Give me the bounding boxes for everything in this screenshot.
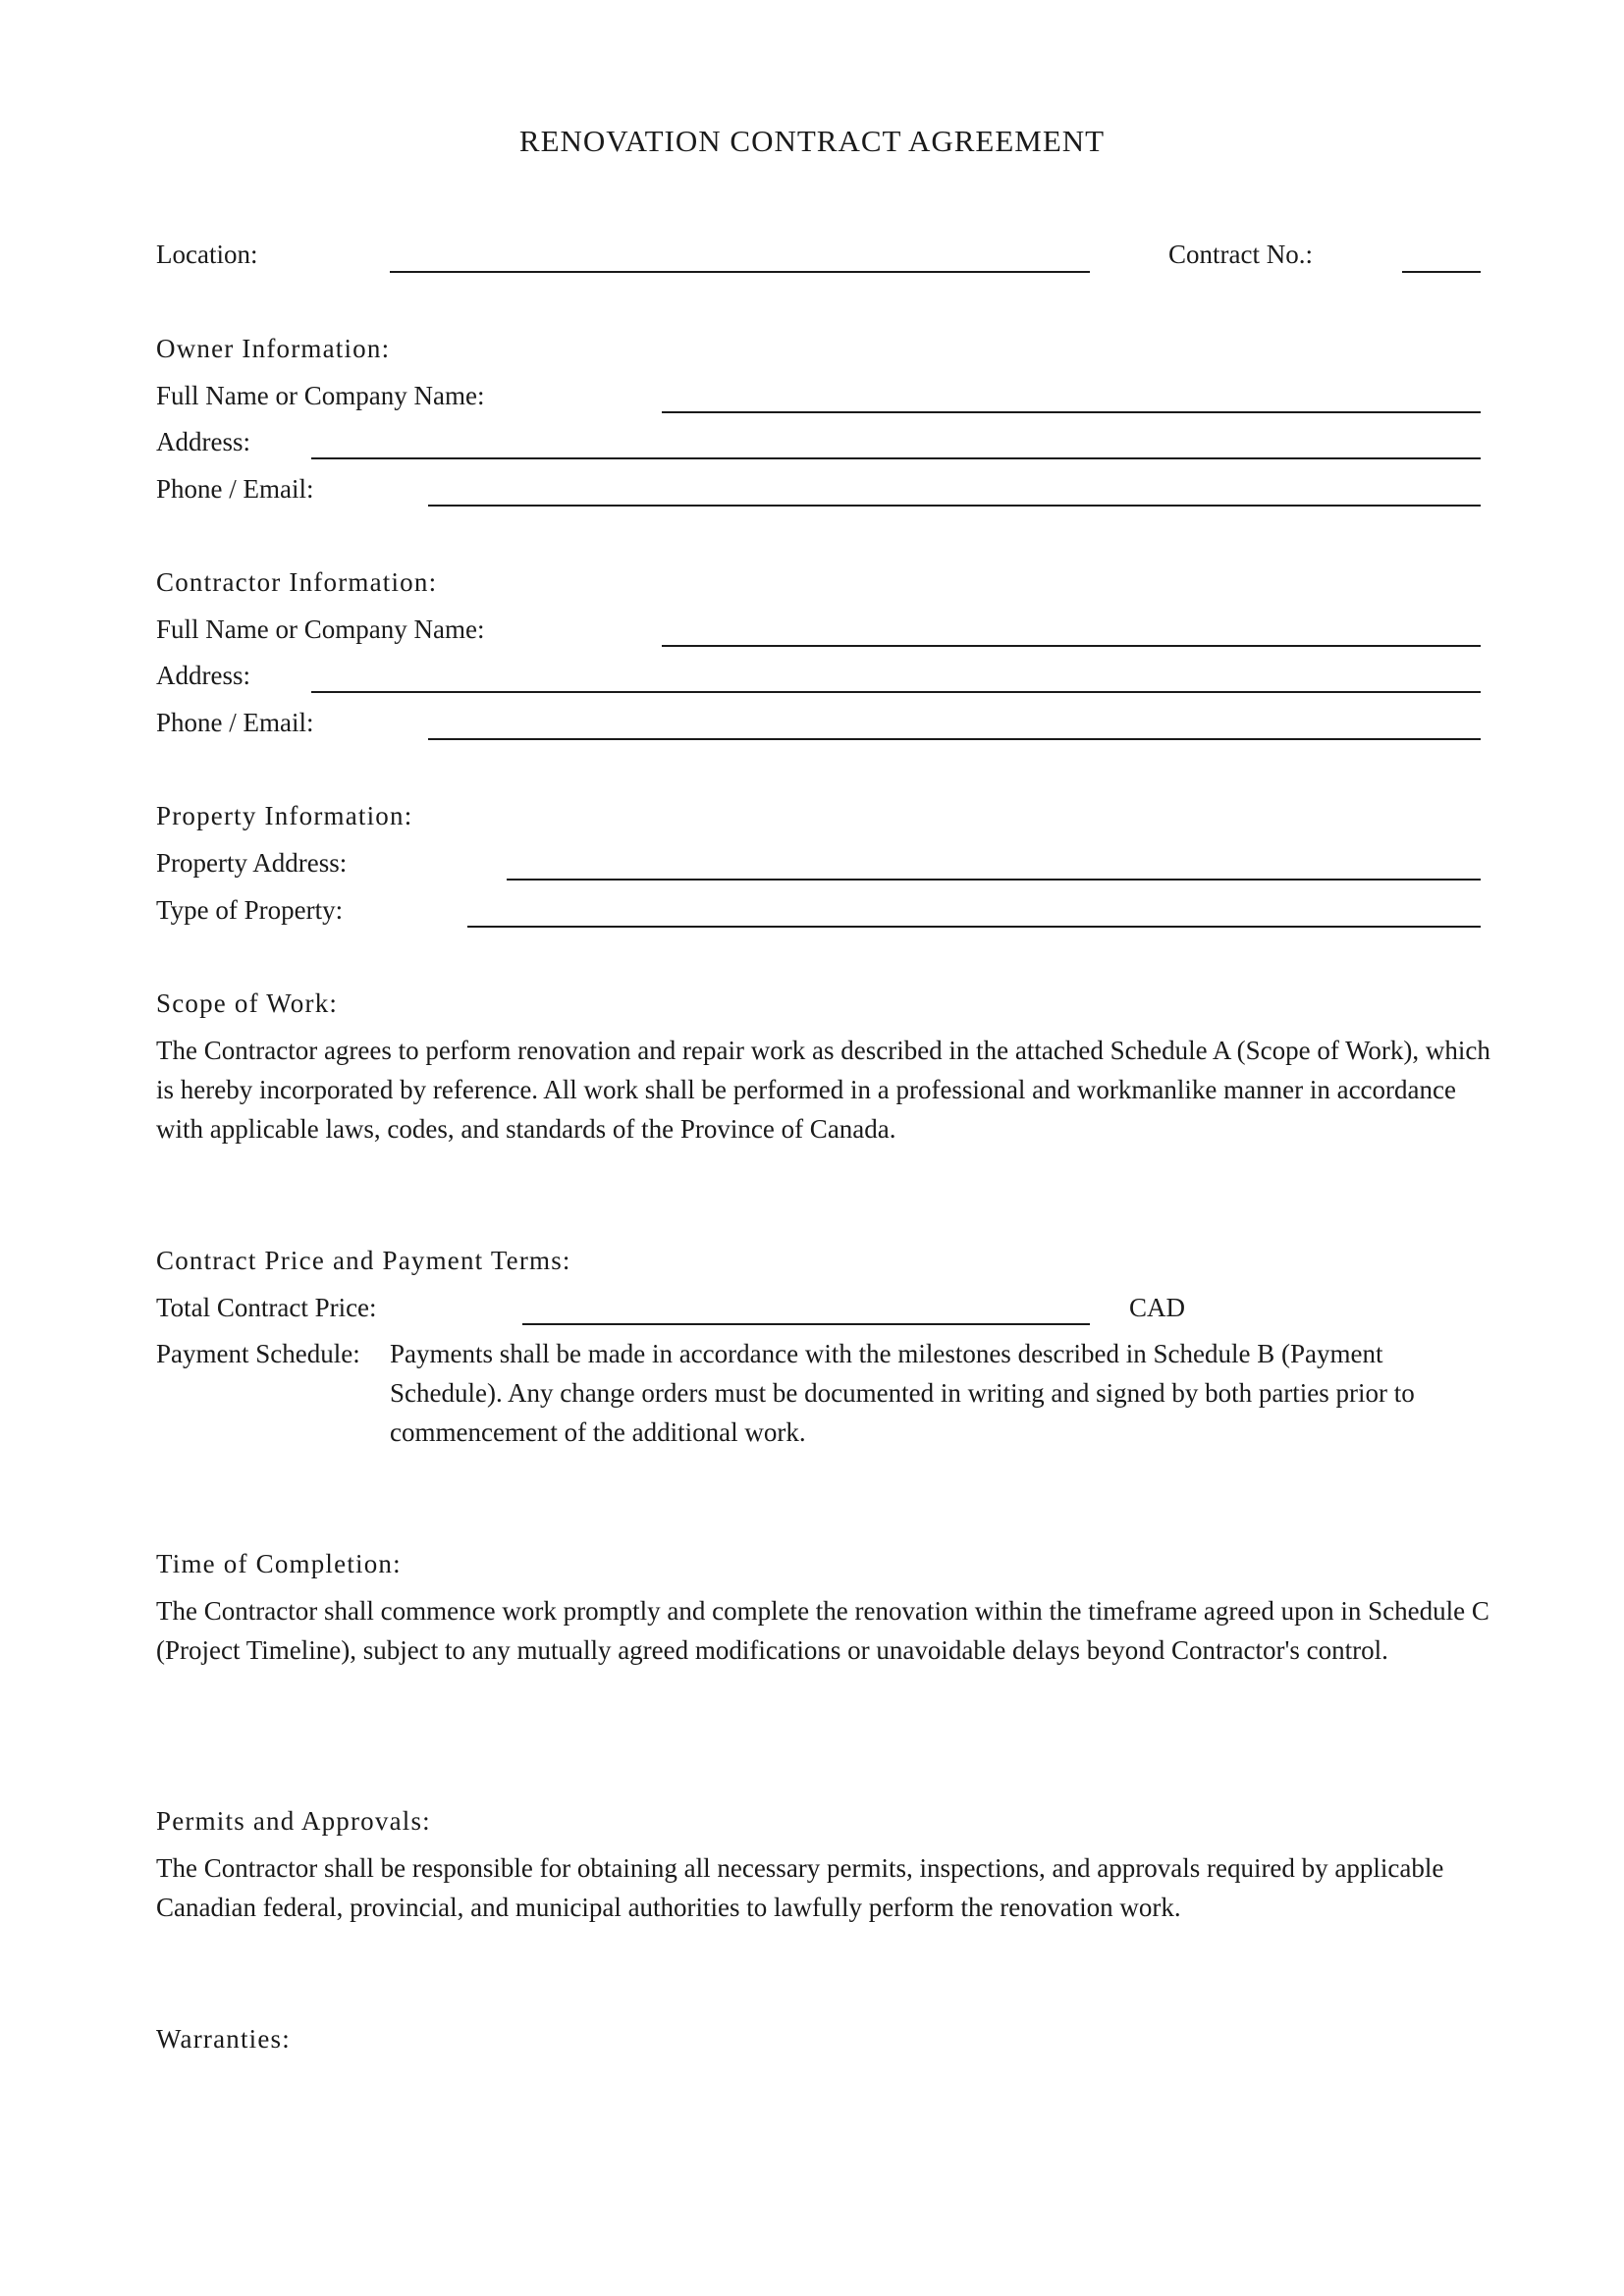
contract-no-field[interactable] (1402, 271, 1481, 273)
contractor-name-field[interactable] (662, 645, 1481, 647)
permits-heading: Permits and Approvals: (156, 1806, 431, 1836)
owner-phone-field[interactable] (428, 505, 1481, 507)
contractor-phone-field[interactable] (428, 738, 1481, 740)
contractor-address-label: Address: (156, 661, 250, 690)
completion-text: The Contractor shall commence work promptly and complete the renovation within the timeframe agreed upon in Schedule C (Project Timeline), subject to any mutually agreed modifications or unavoidable delays beyond Contractor's control. (156, 1596, 1489, 1665)
contractor-address-field[interactable] (311, 691, 1481, 693)
currency-label: CAD (1129, 1293, 1186, 1322)
payment-schedule-label: Payment Schedule: (156, 1339, 360, 1368)
contractor-name-label: Full Name or Company Name: (156, 614, 485, 644)
owner-address-field[interactable] (311, 457, 1481, 459)
contractor-phone-label: Phone / Email: (156, 708, 314, 737)
contract-no-label: Contract No.: (1168, 240, 1313, 269)
property-heading: Property Information: (156, 801, 413, 830)
warranties-heading: Warranties: (156, 2024, 291, 2054)
price-heading: Contract Price and Payment Terms: (156, 1246, 571, 1275)
completion-heading: Time of Completion: (156, 1549, 402, 1578)
property-address-label: Property Address: (156, 848, 348, 878)
property-type-label: Type of Property: (156, 895, 344, 925)
permits-text: The Contractor shall be responsible for obtaining all necessary permits, inspections, and approvals required by applicable Canadian federal, provincial, and municipal authorities to lawfully perform the renovation work. (156, 1853, 1444, 1922)
scope-heading: Scope of Work: (156, 988, 339, 1018)
owner-heading: Owner Information: (156, 334, 391, 363)
payment-schedule-text: Payments shall be made in accordance with the milestones described in Schedule B (Payment Schedule). Any change orders must be documented in writing and signed by both parties prior to commencement of the additional work. (390, 1339, 1415, 1447)
location-field[interactable] (390, 271, 1090, 273)
location-label: Location: (156, 240, 258, 269)
total-price-field[interactable] (522, 1323, 1090, 1325)
owner-address-label: Address: (156, 427, 250, 456)
owner-name-label: Full Name or Company Name: (156, 381, 485, 410)
contractor-heading: Contractor Information: (156, 567, 438, 597)
property-address-field[interactable] (507, 879, 1481, 881)
document-title: RENOVATION CONTRACT AGREEMENT (518, 124, 1106, 158)
scope-text: The Contractor agrees to perform renovation and repair work as described in the attached Schedule A (Scope of Work), which is hereby incorporated by reference. All work shall be performed in a professional and workmanlike manner in accordance with applicable laws, codes, and standards of the Province of Canada. (156, 1036, 1490, 1144)
owner-phone-label: Phone / Email: (156, 474, 314, 504)
total-price-label: Total Contract Price: (156, 1293, 377, 1322)
owner-name-field[interactable] (662, 411, 1481, 413)
property-type-field[interactable] (467, 926, 1481, 928)
